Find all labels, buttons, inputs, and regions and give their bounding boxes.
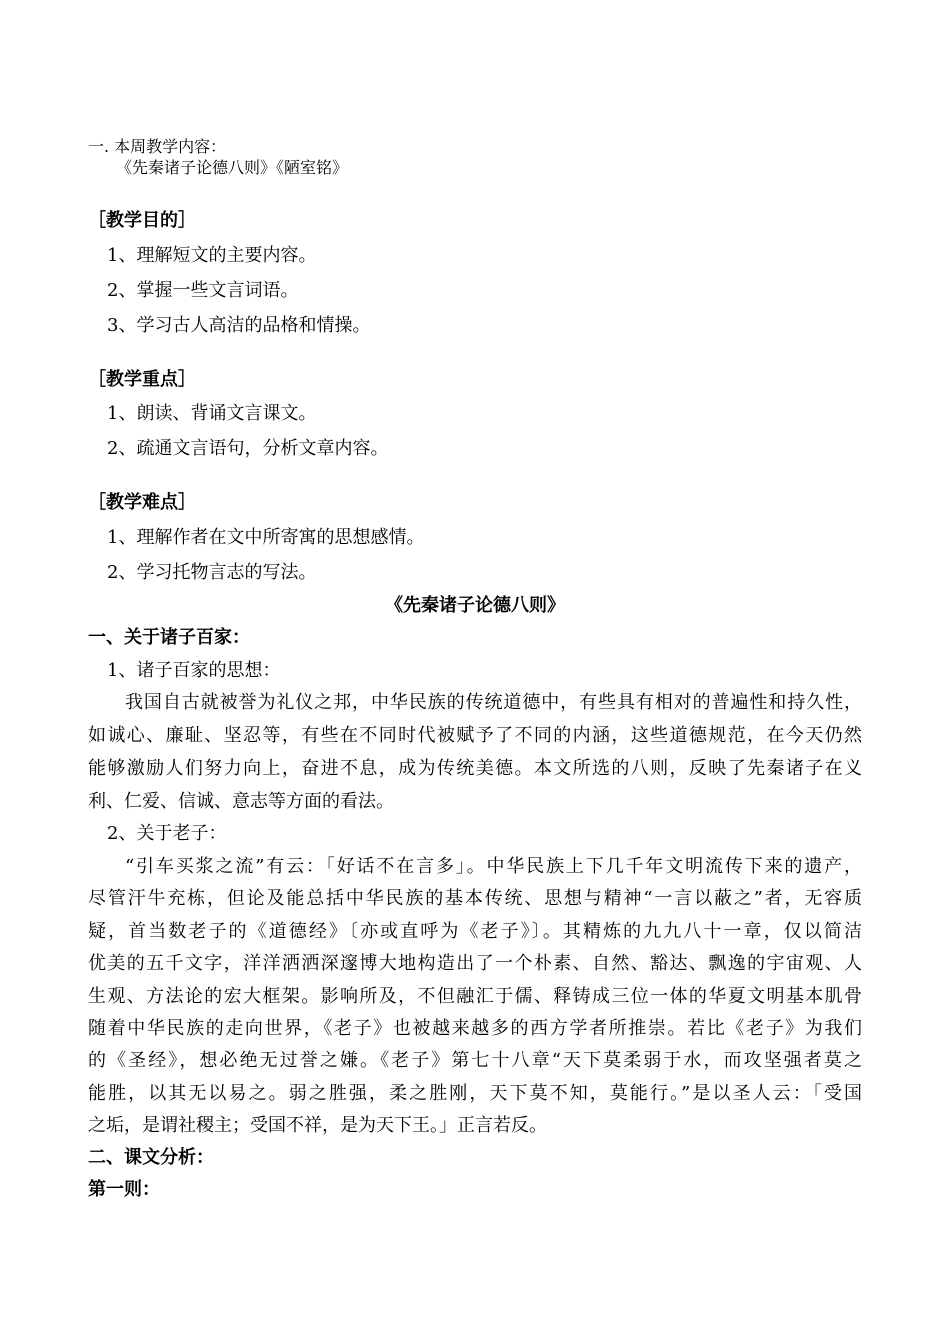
intro-titles: 《先秦诸子论德八则》《陋室铭》: [116, 158, 349, 177]
paragraph-line: 能够激励人们努力向上，奋进不息，成为传统美德。本文所选的八则，反映了先秦诸子在义: [88, 758, 862, 779]
subsection-heading: 1、诸子百家的思想：: [107, 660, 281, 681]
subsection-heading: 2、关于老子：: [107, 823, 227, 844]
key-point-item: 2、疏通文言语句，分析文章内容。: [107, 438, 389, 459]
paragraph-line: 利、仁爱、信诚、意志等方面的看法。: [88, 791, 394, 812]
section1-heading: 一、关于诸子百家：: [88, 627, 250, 648]
difficulty-item: 1、理解作者在文中所寄寓的思想感情。: [107, 527, 425, 548]
paragraph-line: “引车买浆之流”有云：「好话不在言多」。中华民族上下几千年文明流传下来的遗产，: [125, 856, 862, 877]
objectives-heading: ［教学目的］: [88, 210, 196, 231]
paragraph-line: 的《圣经》，想必绝无过誉之嫌。《老子》第七十八章“天下莫柔弱于水，而攻坚强者莫之: [88, 1050, 862, 1071]
objective-item: 1、理解短文的主要内容。: [107, 245, 317, 266]
paragraph-line: 能胜，以其无以易之。弱之胜强，柔之胜刚，天下莫不知，莫能行。”是以圣人云：「受国: [88, 1083, 862, 1104]
key-points-heading: ［教学重点］: [88, 369, 196, 390]
paragraph-line: 随着中华民族的走向世界，《老子》也被越来越多的西方学者所推崇。若比《老子》为我们: [88, 1018, 862, 1039]
paragraph-line: 优美的五千文字，洋洋洒洒深邃博大地构造出了一个朴素、自然、豁达、飘逸的宇宙观、人: [88, 953, 862, 974]
difficulties-heading: ［教学难点］: [88, 492, 196, 513]
section2-heading: 二、课文分析：: [88, 1147, 214, 1168]
part1-heading: 第一则：: [88, 1179, 160, 1200]
difficulty-item: 2、学习托物言志的写法。: [107, 562, 317, 583]
intro-heading: 一. 本周教学内容：: [88, 137, 227, 156]
paragraph-line: 之垢，是谓社稷主；受国不祥，是为天下王。」正言若反。: [88, 1115, 547, 1136]
paragraph-line: 我国自古就被誉为礼仪之邦，中华民族的传统道德中，有些具有相对的普遍性和持久性，: [125, 692, 862, 713]
objective-item: 3、学习古人高洁的品格和情操。: [107, 315, 371, 336]
objective-item: 2、掌握一些文言词语。: [107, 280, 299, 301]
paragraph-line: 如诚心、廉耻、坚忍等，有些在不同时代被赋予了不同的内涵，这些道德规范，在今天仍然: [88, 725, 862, 746]
key-point-item: 1、朗读、背诵文言课文。: [107, 403, 317, 424]
article-title: 《先秦诸子论德八则》: [385, 595, 565, 616]
paragraph-line: 尽管汗牛充栋，但论及能总括中华民族的基本传统、思想与精神“一言以蔽之”者，无容质: [88, 888, 862, 909]
paragraph-line: 生观、方法论的宏大框架。影响所及，不但融汇于儒、释铸成三位一体的华夏文明基本肌骨: [88, 986, 862, 1007]
paragraph-line: 疑，首当数老子的《道德经》〔亦或直呼为《老子》〕。其精炼的九九八十一章，仅以简洁: [88, 921, 862, 942]
